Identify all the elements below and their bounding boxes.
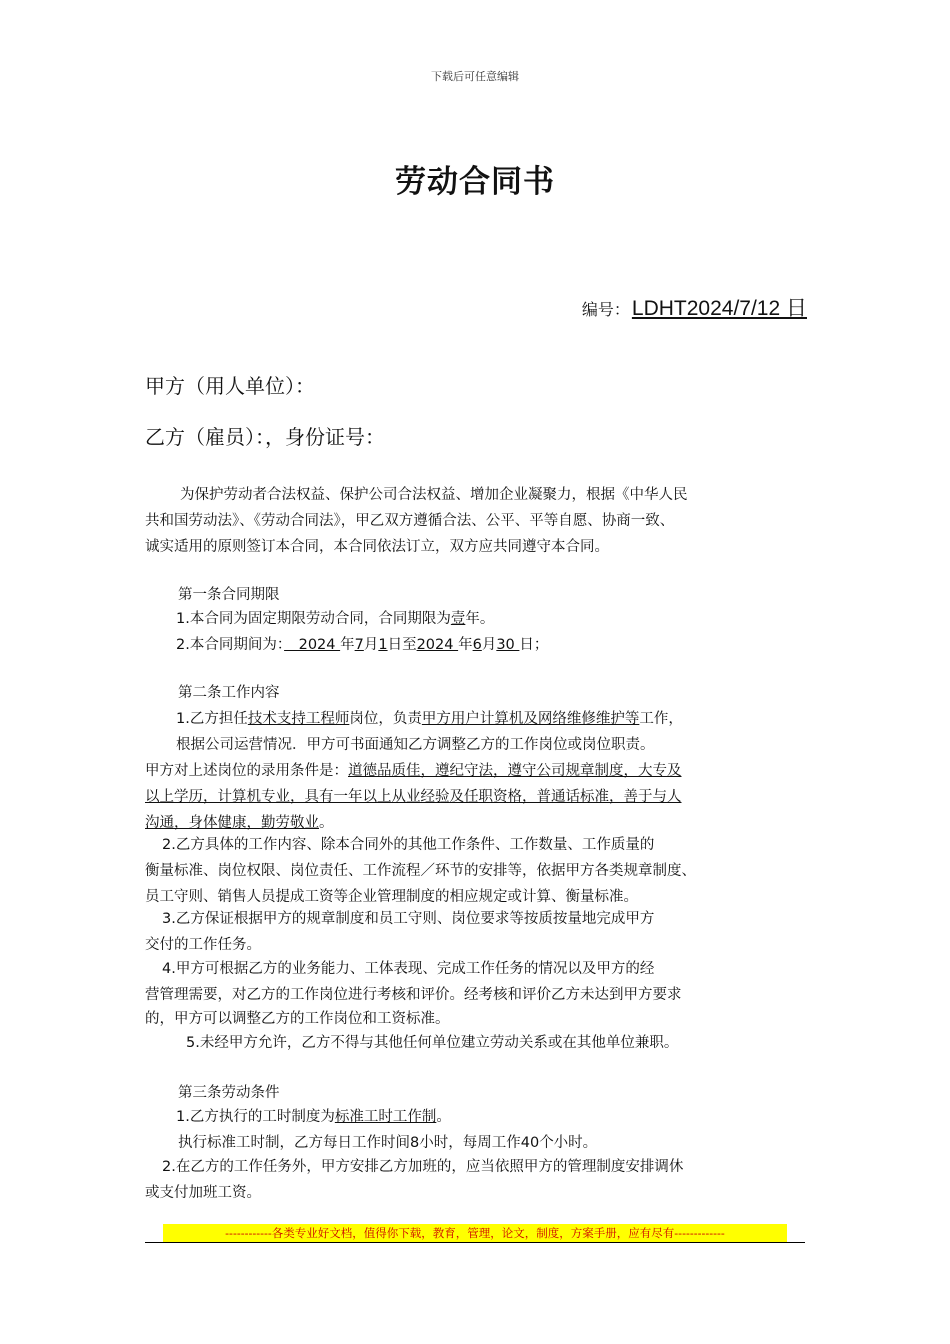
working-hours-system: 标准工时工作制 — [334, 1109, 437, 1125]
article-3-item-2-line-2: 或支付加班工资。 — [145, 1185, 261, 1201]
preamble-line: 共和国劳动法》、《劳动合同法》，甲乙双方遵循合法、公平、平等自愿、协商一致、 — [145, 513, 675, 529]
end-year: 2024 — [416, 637, 459, 653]
footer-divider — [145, 1242, 805, 1243]
item-text: 小时，每周工作 — [419, 1135, 521, 1151]
article-2-item-1-line-2: 根据公司运营情况．甲方可书面通知乙方调整乙方的工作岗位或岗位职责。 — [176, 737, 655, 753]
hiring-requirements — [145, 758, 682, 784]
article-2-heading: 第二条工作内容 — [178, 685, 280, 701]
article-1-item-1 — [176, 606, 494, 632]
item-number: 3. — [162, 911, 176, 927]
item-number: 1. — [176, 711, 190, 727]
item-text: 在乙方的工作任务外，甲方安排乙方加班的，应当依照甲方的管理制度安排调休 — [175, 1159, 684, 1175]
job-position: 技术支持工程师 — [247, 711, 350, 727]
item-number: 4. — [162, 961, 176, 977]
article-2-item-4-line-2: 营管理需要，对乙方的工作岗位进行考核和评价。经考核和评价乙方未达到甲方要求 — [145, 987, 682, 1003]
requirements-text: 以上学历，计算机专业，具有一年以上从业经验及任职资格，普通话标准，善于与人 — [145, 789, 682, 805]
article-2-item-2-line-2: 衡量标准、岗位权限、岗位责任、工作流程／环节的安排等，依据甲方各类规章制度、 — [145, 863, 696, 879]
document-title: 劳动合同书 — [395, 164, 555, 200]
item-text: 未经甲方允许，乙方不得与其他任何单位建立劳动关系或在其他单位兼职。 — [199, 1035, 679, 1051]
item-text: 甲方可根据乙方的业务能力、工体表现、完成工作任务的情况以及甲方的经 — [175, 961, 655, 977]
item-number: 1. — [176, 1109, 190, 1125]
item-number: 2. — [162, 1159, 176, 1175]
day-end-char: 日； — [519, 637, 549, 653]
item-text: 乙方保证根据甲方的规章制度和员工守则、岗位要求等按质按量地完成甲方 — [175, 911, 655, 927]
contract-number-value: LDHT2024/7/12 日 — [631, 297, 807, 320]
article-1-heading: 第一条合同期限 — [178, 587, 280, 603]
requirements-label: 甲方对上述岗位的录用条件是： — [145, 763, 348, 779]
item-text: 个小时。 — [539, 1135, 598, 1151]
article-3-item-1-line-2 — [178, 1130, 597, 1156]
month-char: 月 — [481, 637, 497, 653]
item-text: 乙方具体的工作内容、除本合同外的其他工作条件、工作数量、工作质量的 — [175, 837, 655, 853]
item-number: 5. — [186, 1035, 200, 1051]
party-b: 乙方（雇员）：，身份证号： — [145, 425, 385, 449]
item-text: 工作， — [639, 711, 683, 727]
item-text: 本合同为固定期限劳动合同，合同期限为 — [189, 611, 451, 627]
weekly-hours: 40 — [520, 1135, 540, 1151]
end-day: 30 — [496, 637, 520, 653]
article-2-item-1 — [176, 706, 683, 732]
item-text: 本合同期间为： — [189, 637, 285, 653]
requirements-text: 道德品质佳，遵纪守法，遵守公司规章制度，大专及 — [348, 763, 682, 779]
daily-hours: 8 — [410, 1135, 420, 1151]
article-3-item-2 — [162, 1154, 683, 1180]
start-year: 2024 — [284, 637, 341, 653]
contract-number — [582, 292, 807, 322]
year-char: 年 — [340, 637, 355, 653]
article-2-item-2-line-3: 员工守则、销售人员提成工资等企业管理制度的相应规定或计算、衡量标准。 — [145, 889, 638, 905]
article-2-item-5 — [186, 1030, 678, 1056]
article-2-item-3 — [162, 906, 654, 932]
contract-term: 壹 — [450, 611, 466, 627]
article-3-heading: 第三条劳动条件 — [178, 1085, 280, 1101]
requirements-text: 沟通，身体健康，勤劳敬业 — [145, 815, 319, 831]
item-text: 乙方担任 — [189, 711, 248, 727]
day-to-char: 日至 — [387, 637, 417, 653]
item-text: 。 — [319, 815, 334, 831]
item-text: 执行标准工时制，乙方每日工作时间 — [178, 1135, 410, 1151]
job-duty: 甲方用户计算机及网络维修维护等 — [421, 711, 640, 727]
article-3-item-1 — [176, 1104, 451, 1130]
item-text: 年。 — [465, 611, 495, 627]
item-text: 岗位，负责 — [349, 711, 422, 727]
article-2-item-4-line-3: 的，甲方可以调整乙方的工作岗位和工资标准。 — [145, 1011, 450, 1027]
item-number: 2. — [162, 837, 176, 853]
party-a: 甲方（用人单位）： — [145, 374, 315, 398]
header-note: 下载后可任意编辑 — [431, 70, 519, 83]
month-char: 月 — [363, 637, 379, 653]
item-text: 。 — [436, 1109, 451, 1125]
contract-number-label: 编号： — [581, 300, 630, 319]
preamble-line: 为保护劳动者合法权益、保护公司合法权益、增加企业凝聚力，根据《中华人民 — [180, 487, 688, 503]
start-day: 1 — [378, 637, 388, 653]
article-2-item-2 — [162, 832, 654, 858]
start-month: 7 — [354, 637, 364, 653]
article-2-item-4 — [162, 956, 654, 982]
year-char: 年 — [458, 637, 473, 653]
preamble-line: 诚实适用的原则签订本合同，本合同依法订立，双方应共同遵守本合同。 — [145, 539, 609, 555]
footer-banner: ------------各类专业好文档，值得你下载，教育，管理，论文，制度，方案手册，应有尽有------------- — [163, 1224, 787, 1242]
article-1-item-2 — [176, 632, 548, 658]
item-number: 2. — [176, 637, 190, 653]
article-2-item-3-line-2: 交付的工作任务。 — [145, 937, 261, 953]
end-month: 6 — [472, 637, 482, 653]
item-number: 1. — [176, 611, 190, 627]
item-text: 乙方执行的工时制度为 — [189, 1109, 335, 1125]
